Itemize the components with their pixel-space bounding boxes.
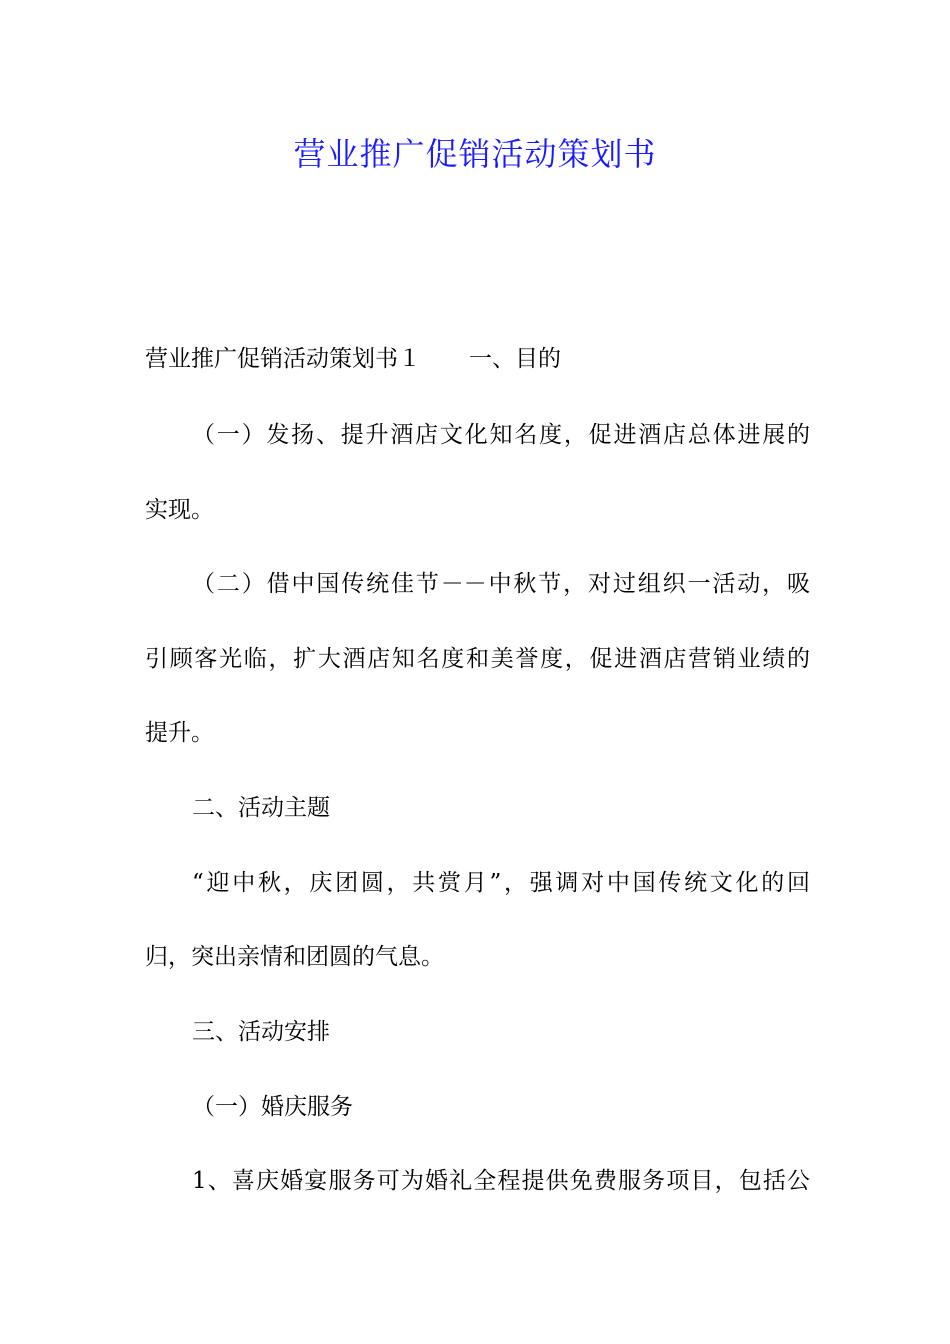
section-heading-purpose: 一、目的 [469,346,561,372]
paragraph-line: （二）借中国传统佳节－－中秋节，对过组织一活动，吸 [192,571,810,597]
paragraph-line: “迎中秋，庆团圆，共赏月”，强调对中国传统文化的回 [192,870,810,896]
paragraph-line: 提升。 [145,720,214,746]
paragraph-line: 1、喜庆婚宴服务可为婚礼全程提供免费服务项目，包括公 [192,1168,810,1194]
paragraph-line: 实现。 [145,497,214,523]
paragraph-line: 引顾客光临，扩大酒店知名度和美誉度，促进酒店营销业绩的 [145,646,810,672]
document-title: 营业推广促销活动策划书 [293,135,657,173]
paragraph-line: （一）发扬、提升酒店文化知名度，促进酒店总体进展的 [192,422,810,448]
subsection-heading-wedding: （一）婚庆服务 [192,1094,353,1120]
section-heading-theme: 二、活动主题 [192,795,330,821]
paragraph-line: 归，突出亲情和团圆的气息。 [145,944,444,970]
doc-subtitle: 营业推广促销活动策划书１ [145,346,421,372]
paragraph-heading-intro [145,343,810,375]
section-heading-arrangement: 三、活动安排 [192,1019,330,1045]
